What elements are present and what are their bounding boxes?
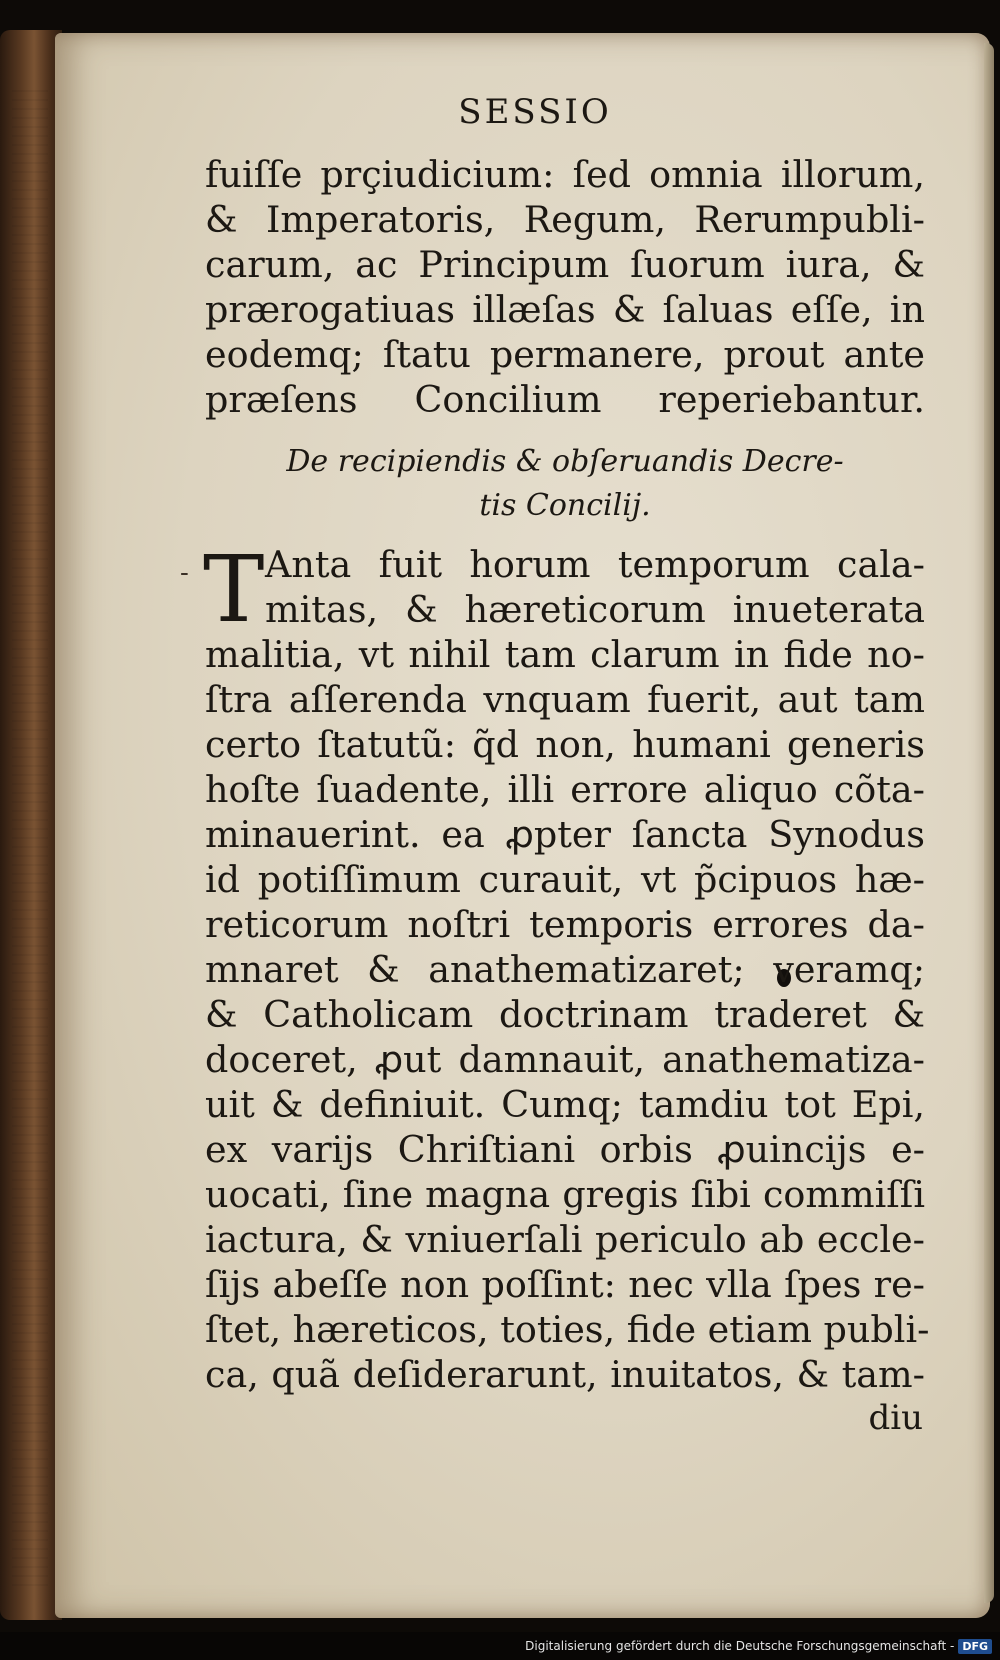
margin-mark: - xyxy=(180,558,189,588)
text-line: hoſte ſuadente, illi errore aliquo cõta- xyxy=(205,768,925,811)
opening-lines xyxy=(205,152,925,422)
text-line: uocati, ſine magna gregis ſibi commiſſi xyxy=(205,1173,925,1216)
text-line: ſijs abeſſe non poſſint: nec vlla ſpes re- xyxy=(205,1263,925,1306)
paragraph xyxy=(203,536,930,1397)
text-line: iactura, & vniuerſali periculo ab eccle- xyxy=(205,1218,925,1261)
text-line: fuiſſe prçiudicium: ſed omnia illorum, xyxy=(205,153,925,196)
text-line: & Catholicam doctrinam traderet & xyxy=(205,993,925,1036)
drop-cap: T xyxy=(203,536,265,643)
text-line: prærogatiuas illæſas & ſaluas eſſe, in xyxy=(205,288,925,331)
text-line: malitia, vt nihil tam clarum in fide no- xyxy=(205,633,925,676)
text-line: ex varijs Chriſtiani orbis ꝓuincijs e- xyxy=(205,1128,925,1171)
footer-text: Digitalisierung gefördert durch die Deutsche Forschungsgemeinschaft - xyxy=(525,1639,955,1653)
text-line: ſtet, hæreticos, toties, fide etiam publi- xyxy=(205,1308,930,1351)
text-line: mnaret & anathematizaret; veramq; xyxy=(205,948,925,991)
text-line: certo ſtatutũ: q̃d non, humani generis xyxy=(205,723,925,766)
page-right-edge xyxy=(984,43,994,1603)
text-line: id potiſſimum curauit, vt p̃cipuos hæ- xyxy=(205,858,925,901)
text-line: carum, ac Principum ſuorum iura, & xyxy=(205,243,925,286)
dfg-logo[interactable]: DFG xyxy=(958,1639,992,1654)
text-line: præſens Concilium reperiebantur. xyxy=(205,378,925,421)
text-line: minauerint. ea ꝓpter ſancta Synodus xyxy=(205,813,925,856)
section-heading xyxy=(285,440,845,528)
text-line: & Imperatoris, Regum, Rerumpubli- xyxy=(205,198,925,241)
footer-bar xyxy=(0,1632,1000,1660)
catchword: diu xyxy=(868,1398,923,1438)
text-line: Anta fuit horum temporum cala- xyxy=(265,543,925,586)
page-stack-texture xyxy=(12,90,48,1590)
text-line: ca, quã deſiderarunt, inuitatos, & tam- xyxy=(205,1353,925,1396)
heading-line: De recipiendis & obſeruandis Decre- xyxy=(286,444,844,479)
book-spine-edge xyxy=(0,30,62,1620)
text-line: doceret, ꝓut damnauit, anathematiza- xyxy=(205,1038,925,1081)
text-line: ſtra aſſerenda vnquam fuerit, aut tam xyxy=(205,678,925,721)
text-block xyxy=(203,152,930,1439)
text-line: reticorum noſtri temporis errores da- xyxy=(205,903,925,946)
running-head: SESSIO xyxy=(458,92,612,132)
text-line: eodemq; ſtatu permanere, prout ante xyxy=(205,333,925,376)
text-line: mitas, & hæreticorum inueterata xyxy=(265,588,925,631)
heading-line: tis Concilij. xyxy=(479,488,651,523)
text-line: uit & definiuit. Cumq; tamdiu tot Epi, xyxy=(205,1083,925,1126)
